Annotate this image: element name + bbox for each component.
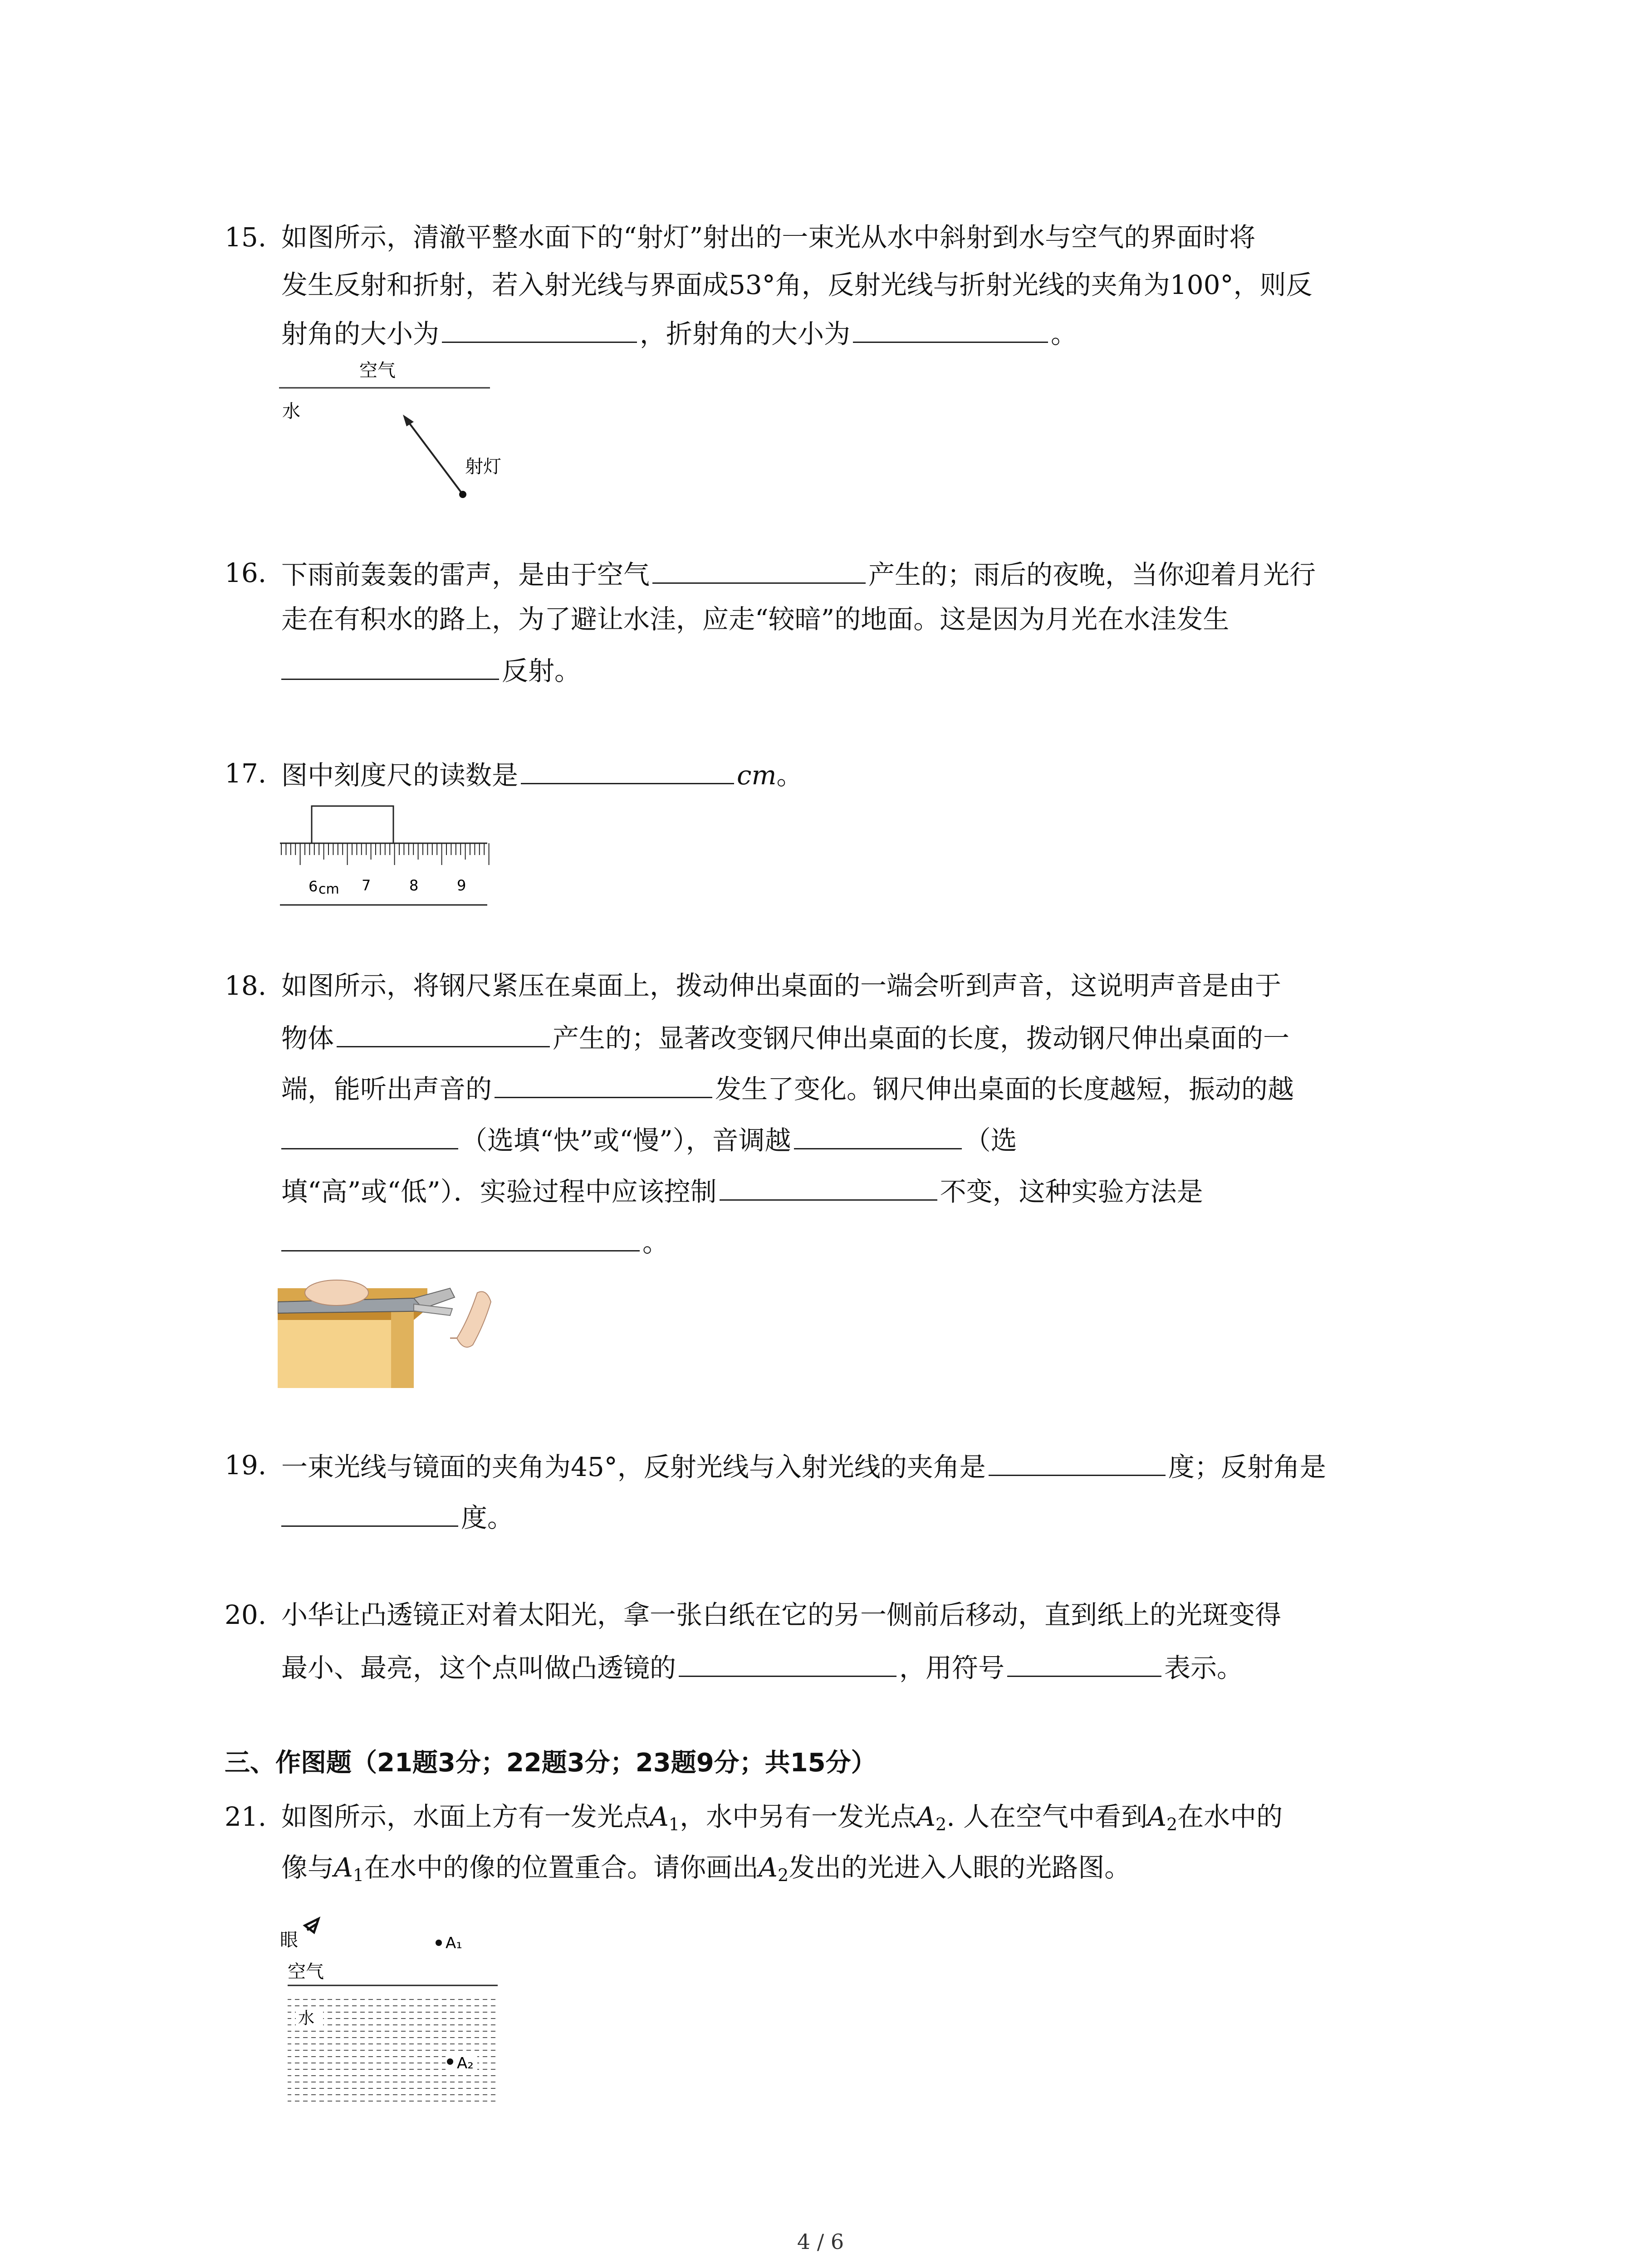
text-segment: . 人在空气中看到 (946, 1801, 1148, 1832)
question-18-line-5 (281, 1174, 1203, 1207)
subscript: 2 (936, 1814, 947, 1834)
air-label: 空气 (359, 360, 396, 381)
text-segment: 最小、最亮，这个点叫做凸透镜的 (281, 1652, 676, 1683)
answer-blank[interactable] (495, 1071, 712, 1098)
point-label: A (759, 1852, 778, 1883)
point-label: A (916, 1801, 936, 1832)
tick-label-8: 8 (409, 877, 419, 894)
subscript: 2 (778, 1865, 789, 1885)
question-16-line-3 (281, 653, 581, 687)
question-18-line-6 (281, 1225, 669, 1258)
question-16-line-1 (281, 557, 1316, 591)
text-segment: ，用符号 (899, 1652, 1005, 1683)
subscript: 1 (668, 1814, 680, 1834)
text-segment: ，折射角的大小为 (640, 318, 851, 349)
question-number: 19. (225, 1450, 267, 1481)
text-segment: 度。 (461, 1502, 514, 1533)
refraction-figure (272, 349, 508, 503)
answer-blank[interactable] (720, 1174, 937, 1201)
answer-blank[interactable] (337, 1021, 550, 1047)
answer-blank[interactable] (281, 1225, 640, 1251)
point-label: A (650, 1801, 669, 1832)
subscript: 2 (1166, 1814, 1178, 1834)
answer-blank[interactable] (281, 1500, 458, 1527)
answer-blank[interactable] (442, 316, 637, 343)
text-segment: 产生的；雨后的夜晚，当你迎着月光行 (868, 559, 1316, 590)
question-21-line-2 (281, 1852, 1131, 1891)
question-18-line-2 (281, 1021, 1289, 1054)
point-a1-label: A₁ (446, 1934, 462, 1952)
text-segment: 在水中的像的位置重合。请你画出 (364, 1852, 759, 1883)
question-18-line-1: 如图所示，将钢尺紧压在桌面上，拨动伸出桌面的一端会听到声音，这说明声音是由于 (281, 970, 1282, 1001)
text-segment: 射角的大小为 (281, 318, 440, 349)
air-label: 空气 (288, 1961, 324, 1982)
question-number: 21. (225, 1801, 267, 1832)
tick-label-unit: cm (318, 881, 339, 897)
answer-blank[interactable] (652, 557, 866, 584)
tick-label-9: 9 (457, 877, 466, 894)
question-21-line-1 (281, 1801, 1283, 1840)
text-segment: 反射。 (502, 655, 581, 686)
ruler-figure (278, 801, 491, 914)
light-point-a1 (436, 1940, 442, 1946)
text-segment: 图中刻度尺的读数是 (281, 760, 519, 791)
text-segment: 在水中的 (1177, 1801, 1283, 1832)
text-segment: 。 (1051, 318, 1078, 349)
question-number: 18. (225, 970, 267, 1001)
water-label: 水 (282, 401, 300, 422)
question-17-line-1 (281, 758, 803, 791)
light-point-a2 (447, 2058, 453, 2065)
answer-blank[interactable] (1007, 1650, 1161, 1677)
text-segment: ，水中另有一发光点 (680, 1801, 917, 1832)
question-20-line-1: 小华让凸透镜正对着太阳光，拿一张白纸在它的另一侧前后移动，直到纸上的光斑变得 (281, 1599, 1282, 1630)
steel-ruler-figure (278, 1270, 500, 1388)
answer-blank[interactable] (794, 1123, 962, 1149)
text-segment: 发生了变化。钢尺伸出桌面的长度越短，振动的越 (715, 1074, 1294, 1105)
text-segment: 不变，这种实验方法是 (940, 1176, 1203, 1207)
answer-blank[interactable] (853, 316, 1048, 343)
point-a2-label: A₂ (457, 2054, 474, 2072)
text-segment: 像与 (281, 1852, 334, 1883)
text-segment: 下雨前轰轰的雷声，是由于空气 (281, 559, 650, 590)
eye-icon (305, 1919, 318, 1932)
text-segment: 如图所示，水面上方有一发光点 (281, 1801, 650, 1832)
text-segment: （选 (964, 1125, 1017, 1156)
text-segment: 。 (776, 760, 803, 791)
question-16-line-2: 走在有积水的路上，为了避让水洼，应走“较暗”的地面。这是因为月光在水洼发生 (281, 604, 1230, 635)
text-segment: 度；反射角是 (1168, 1452, 1326, 1482)
text-segment: 。 (642, 1227, 669, 1258)
text-segment: （选填“快”或“慢”），音调越 (461, 1125, 791, 1156)
water-optics-figure (278, 1907, 505, 2112)
text-segment: 端，能听出声音的 (281, 1074, 492, 1105)
page-number: 4 / 6 (797, 2229, 844, 2254)
text-segment: 发出的光进入人眼的光路图。 (789, 1852, 1131, 1883)
eye-label: 眼 (280, 1930, 298, 1950)
point-label: A (1147, 1801, 1166, 1832)
water-label: 水 (298, 2009, 315, 2028)
text-segment: 物体 (281, 1023, 334, 1054)
question-15-line-1: 如图所示，清澈平整水面下的“射灯”射出的一束光从水中斜射到水与空气的界面时将 (281, 222, 1256, 253)
answer-blank[interactable] (281, 1123, 458, 1149)
tick-label-7: 7 (362, 877, 371, 894)
question-15-line-3 (281, 316, 1077, 350)
question-number: 17. (225, 758, 267, 789)
text-segment: 一束光线与镜面的夹角为45°，反射光线与入射光线的夹角是 (281, 1452, 986, 1482)
text-segment: 产生的；显著改变钢尺伸出桌面的长度，拨动钢尺伸出桌面的一 (553, 1023, 1290, 1054)
answer-blank[interactable] (989, 1449, 1166, 1476)
answer-blank[interactable] (521, 758, 734, 784)
section-heading: 三、作图题（21题3分；22题3分；23题9分；共15分） (225, 1748, 877, 1778)
ruler-ticks (281, 843, 489, 865)
subscript: 1 (353, 1865, 364, 1885)
tick-label-6: 6 (309, 878, 318, 895)
point-label: A (334, 1852, 353, 1883)
text-segment: 表示。 (1164, 1652, 1244, 1683)
question-20-line-2 (281, 1650, 1243, 1684)
text-segment: 填“高”或“低”）．实验过程中应该控制 (281, 1176, 717, 1207)
question-18-line-4 (281, 1123, 1017, 1156)
question-number: 15. (225, 222, 267, 253)
question-15-line-2: 发生反射和折射，若入射光线与界面成53°角，反射光线与折射光线的夹角为100°，则反 (281, 269, 1313, 300)
question-number: 16. (225, 557, 267, 588)
answer-blank[interactable] (281, 653, 499, 680)
question-19-line-1 (281, 1449, 1326, 1483)
question-number: 20. (225, 1599, 267, 1630)
question-19-line-2 (281, 1500, 514, 1534)
answer-blank[interactable] (679, 1650, 896, 1677)
unit-text: cm (737, 760, 777, 791)
lamp-label: 射灯 (465, 456, 501, 477)
question-18-line-3 (281, 1071, 1294, 1105)
